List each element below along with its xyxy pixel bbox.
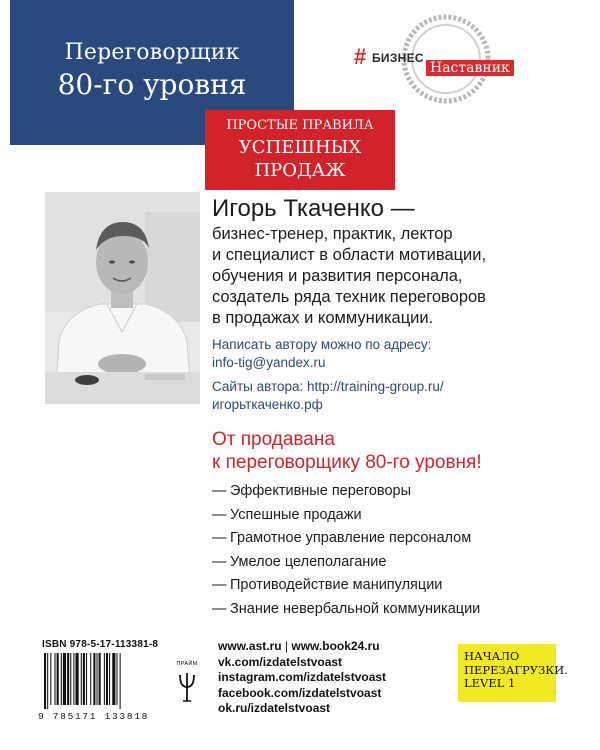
bullet-dash: — xyxy=(212,506,227,523)
publisher-logo-text: ПРАЙМ xyxy=(176,661,198,667)
author-site-2: игорьткаченко.рф xyxy=(212,397,323,412)
barcode-icon xyxy=(42,653,167,709)
series-brand-logo xyxy=(350,14,510,104)
subtitle-line-2: УСПЕШНЫХ xyxy=(238,137,362,158)
author-desc-line: обучения и развития персонала, xyxy=(212,267,463,285)
subtitle-line-1: ПРОСТЫЕ ПРАВИЛА xyxy=(226,118,374,133)
link-facebook: facebook.com/izdatelstvoast xyxy=(218,685,382,700)
author-name: Игорь Ткаченко — xyxy=(212,195,415,222)
link-instagram: instagram.com/izdatelstvoast xyxy=(218,670,387,685)
bullet-dash: — xyxy=(212,530,227,546)
book-title-line-1: Переговорщик xyxy=(64,40,240,65)
contact-label: Написать автору можно по адресу: xyxy=(212,337,432,352)
subtitle-line-3: ПРОДАЖ xyxy=(254,160,346,181)
book-title-line-2: 80-го уровня xyxy=(57,68,247,101)
link-vk: vk.com/izdatelstvoast xyxy=(218,654,343,669)
link-ok: ok.ru/izdatelstvoast xyxy=(218,701,331,716)
slogan-line-2: к переговорщику 80-го уровня! xyxy=(212,452,482,473)
series-line-2: ПЕРЕЗАГРУЗКИ. xyxy=(464,662,568,677)
subtitle-banner xyxy=(205,110,395,190)
isbn-label: ISBN 978-5-17-113381-8 xyxy=(42,639,159,650)
list-item-label: Умелое целеполагание xyxy=(230,553,387,570)
brand-mentor-label: Наставник xyxy=(426,60,514,76)
publisher-links xyxy=(218,639,386,717)
list-item xyxy=(212,480,592,504)
link-separator: | xyxy=(281,639,292,653)
list-item-label: Знание невербальной коммуникации xyxy=(230,600,481,617)
list-item xyxy=(212,504,592,528)
author-desc-line: создатель ряда техник переговоров xyxy=(212,288,486,306)
bullet-dash: — xyxy=(212,577,227,593)
author-desc-line: и специалист в области мотивации, xyxy=(212,246,487,264)
brand-hash: # xyxy=(354,44,367,69)
author-desc-line: в продажах и коммуникации. xyxy=(212,309,434,327)
list-item xyxy=(212,574,592,598)
list-item xyxy=(212,551,592,575)
list-item-label: Противодействие манипуляции xyxy=(230,577,443,593)
list-item-label: Грамотное управление персоналом xyxy=(230,530,472,546)
series-line-1: НАЧАЛО xyxy=(464,649,520,663)
list-item xyxy=(212,527,592,551)
brand-biz-label: БИЗНЕС xyxy=(372,51,424,65)
bullet-dash: — xyxy=(212,553,227,570)
bullet-dash: — xyxy=(212,600,227,617)
author-description xyxy=(212,224,592,329)
list-item xyxy=(212,598,592,622)
psi-publisher-icon xyxy=(176,665,198,705)
list-item-label: Успешные продажи xyxy=(230,506,362,523)
series-label xyxy=(458,644,568,702)
author-email: info-tig@yandex.ru xyxy=(212,355,326,370)
author-contacts xyxy=(212,336,592,414)
list-item-label: Эффективные переговоры xyxy=(230,483,411,499)
author-bio xyxy=(212,195,592,329)
slogan xyxy=(212,428,592,474)
link-row xyxy=(218,639,386,655)
author-photo xyxy=(45,192,200,404)
link-ast: www.ast.ru xyxy=(218,639,282,653)
author-desc-line: бизнес-тренер, практик, лектор xyxy=(212,225,453,243)
topics-list xyxy=(212,480,592,621)
barcode-digits: 9 785171 133818 xyxy=(38,711,150,722)
link-book24: www.book24.ru xyxy=(291,639,380,653)
bullet-dash: — xyxy=(212,483,227,499)
slogan-line-1: От продавана xyxy=(212,429,335,450)
author-sites: Сайты автора: http://training-group.ru/ xyxy=(212,379,444,394)
series-line-3: LEVEL 1 xyxy=(464,676,516,690)
